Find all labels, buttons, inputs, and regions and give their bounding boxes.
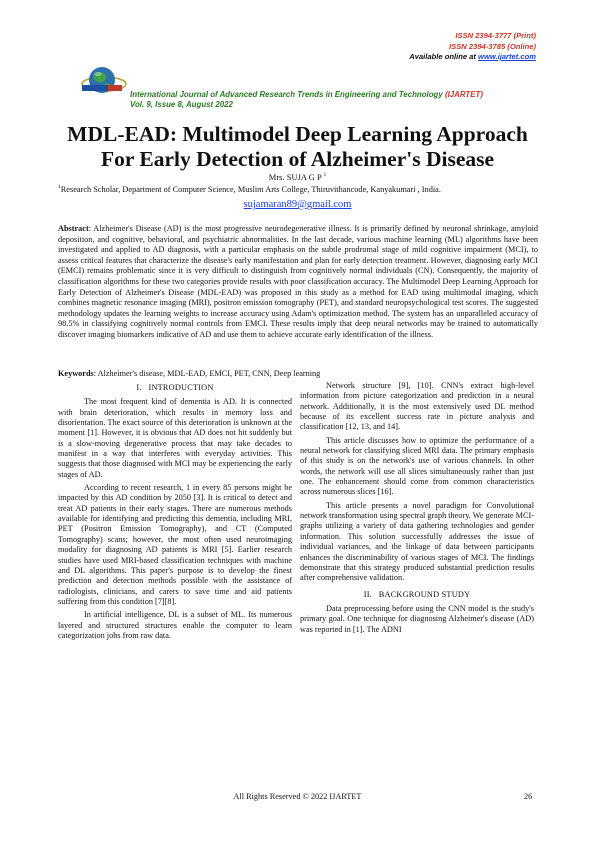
section-title-rest: TUDY xyxy=(446,589,471,599)
section-heading-introduction xyxy=(58,383,292,393)
body-paragraph: This article discusses how to optimize the performance of a neural network for classifying sliced MRI data. The primary emphasis of this study is on the network's use of various channels. In other words, the network will use all slices simultaneously rather than just one. The enhancement should come from common characteristics across numerous slices [16]. xyxy=(300,435,534,497)
body-paragraph: This article presents a novel paradigm for Convolutional network transformation using spectral graph theory. We generate MCI-graphs utilizing a variety of data gathering technologies and gender information. This solution successfully addresses the issue of individual variances, and the linkage of data between participants enhances the discriminability of various stages of MCI. The findings demonstrate that this strategy produced substantial prediction results after comprehensive validation. xyxy=(300,500,534,583)
availability-line xyxy=(409,52,536,63)
paper-title-line-1: MDL-EAD: Multimodel Deep Learning Approach xyxy=(67,122,528,146)
affiliation-line xyxy=(58,184,558,194)
section-heading-background xyxy=(300,590,534,600)
journal-name-line xyxy=(130,90,540,100)
background-paragraph: Data preprocessing before using the CNN model is the study's primary goal. One technique for diagnosing Alzheimer's disease (AD) was reported in [1]. The ADNI xyxy=(300,603,534,634)
footer-copyright: All Rights Reserved © 2022 IJARTET xyxy=(233,792,362,801)
intro-paragraph: In artificial intelligence, DL is a subset of ML. Its numerous layered and structured structures enable the computer to learn categorization jobs from raw data. xyxy=(58,610,292,640)
journal-name: International Journal of Advanced Research Trends in Engineering and Technology xyxy=(130,90,445,99)
author-name: Mrs. SUJA G P xyxy=(268,172,324,182)
journal-header-info xyxy=(409,31,536,63)
section-title-rest: NTRODUCTION xyxy=(151,383,214,392)
page-number: 26 xyxy=(524,792,533,801)
keywords-text: : Alzheimer's disease, MDL-EAD, EMCI, PET, CNN, Deep learning xyxy=(93,369,321,378)
paper-title-line-2: For Early Detection of Alzheimer's Disease xyxy=(100,147,495,171)
author-superscript: 1 xyxy=(323,172,327,179)
affiliation-superscript: 1 xyxy=(58,184,61,190)
intro-paragraph: According to recent research, 1 in every 85 persons might be impacted by this AD condition by 2050 [3]. It is critical to detect and treat AD patients in their early stages. There are numerous methods available for identifying and predicting this dementia, including MRI, PET (Positron Emission Tomography), and CT (Computed Tomography) scans; however, the most often used neuroimaging modality for diagnosing AD patients is MRI [5]. Earlier research studies have used MRI-based classification techniques with machine and DL algorithms. This paper's purpose is to develop the finest prediction and detection methods possible with the assistance of radiologists, clinicians, and carers to save time and aid patients suffering from this condition [7][8]. xyxy=(58,483,292,606)
intro-paragraph: The most frequent kind of dementia is AD. It is connected with brain deterioration, which results in memory loss and disorientation. The exact source of this deterioration is unknown at the moment [1]. However, it is obvious that AD does not hit suddenly but is a slow-moving degenerative process that may take decades to manifest in a way that interferes with everyday activities. This suggests that those diagnosed with MCI may be experiencing the early stages of AD. xyxy=(58,397,292,479)
abstract-paragraph xyxy=(58,224,538,341)
section-title-initial-2: S xyxy=(441,589,447,599)
left-column xyxy=(58,381,292,644)
issn-online: ISSN 2394-3785 (Online) xyxy=(449,41,536,51)
author-line xyxy=(0,172,595,182)
author-email-link[interactable]: sujamaran89@gmail.com xyxy=(243,199,352,210)
section-title-initial: I xyxy=(148,383,152,392)
issn-print: ISSN 2394-3777 (Print) xyxy=(455,31,536,40)
keywords-label: Keywords xyxy=(58,369,94,378)
section-number: I. xyxy=(136,383,142,392)
journal-logo-icon xyxy=(78,60,130,104)
abstract-label: Abstract xyxy=(58,224,89,233)
section-title-initial: B xyxy=(378,589,385,599)
paper-title xyxy=(40,122,555,172)
abstract-text: : Alzheimer's Disease (AD) is the most progressive neurodegenerative illness. It is primarily defined by neuronal shrinkage, amyloid deposition, and cognitive, behavioral, and psychiatric abnormalities. In the last decade, various machine learning (ML) algorithms have been investigated and applied to AD diagnosis, with a particular emphasis on the subtle prodromal stage of mild cognitive impairment (MCI), to assess critical features that characterize the disease's early manifestation and plan for early detection treatment. However, diagnosing early MCI (EMCI) remains problematic since it is very difficult to distinguish from cognitively normal individuals (CN). Consequently, the majority of classification algorithms for these two categories provide results with poor classification accuracy. The Multimodel Deep Learning Approach for Early Detection of Alzheimer's Disease (MDL-EAD) was proposed in this study as a method for EAD using multimodal imaging, which combines magnetic resonance imaging (MRI), positron emission tomography (PET), and standard neuropsychological test scores. The suggested methodology updates the learning weights to increase accuracy using Adam's optimization method. The system has an unparalleled accuracy of 98.5% in classifying cognitively normal controls from EMCI. These results imply that deep neural networks may be trained to automatically discover imaging biomarkers indicative of AD and use them to achieve accurate early identification of the illness. xyxy=(58,224,538,339)
availability-prefix: Available online at xyxy=(409,52,479,61)
section-title-mid: ACKGROUND xyxy=(384,589,442,599)
journal-title-block xyxy=(130,90,540,110)
right-column xyxy=(300,381,534,638)
keywords-line xyxy=(58,369,538,378)
journal-website-link[interactable]: www.ijartet.com xyxy=(478,52,536,61)
section-number: II. xyxy=(363,589,372,599)
journal-acronym: (IJARTET) xyxy=(444,90,483,99)
affiliation-text: Research Scholar, Department of Computer Science, Muslim Arts College, Thiruvithancode, Kanyakumari , India. xyxy=(60,184,441,194)
journal-volume: Vol. 9, Issue 8, August 2022 xyxy=(130,99,233,109)
body-paragraph: Network structure [9], [10]. CNN's extract high-level information from picture categorization and prediction in a neural network. Additionally, it is the most extensively used DL method because of its excellent success rate in picture analysis and classification [12, 13, and 14]. xyxy=(300,381,534,432)
